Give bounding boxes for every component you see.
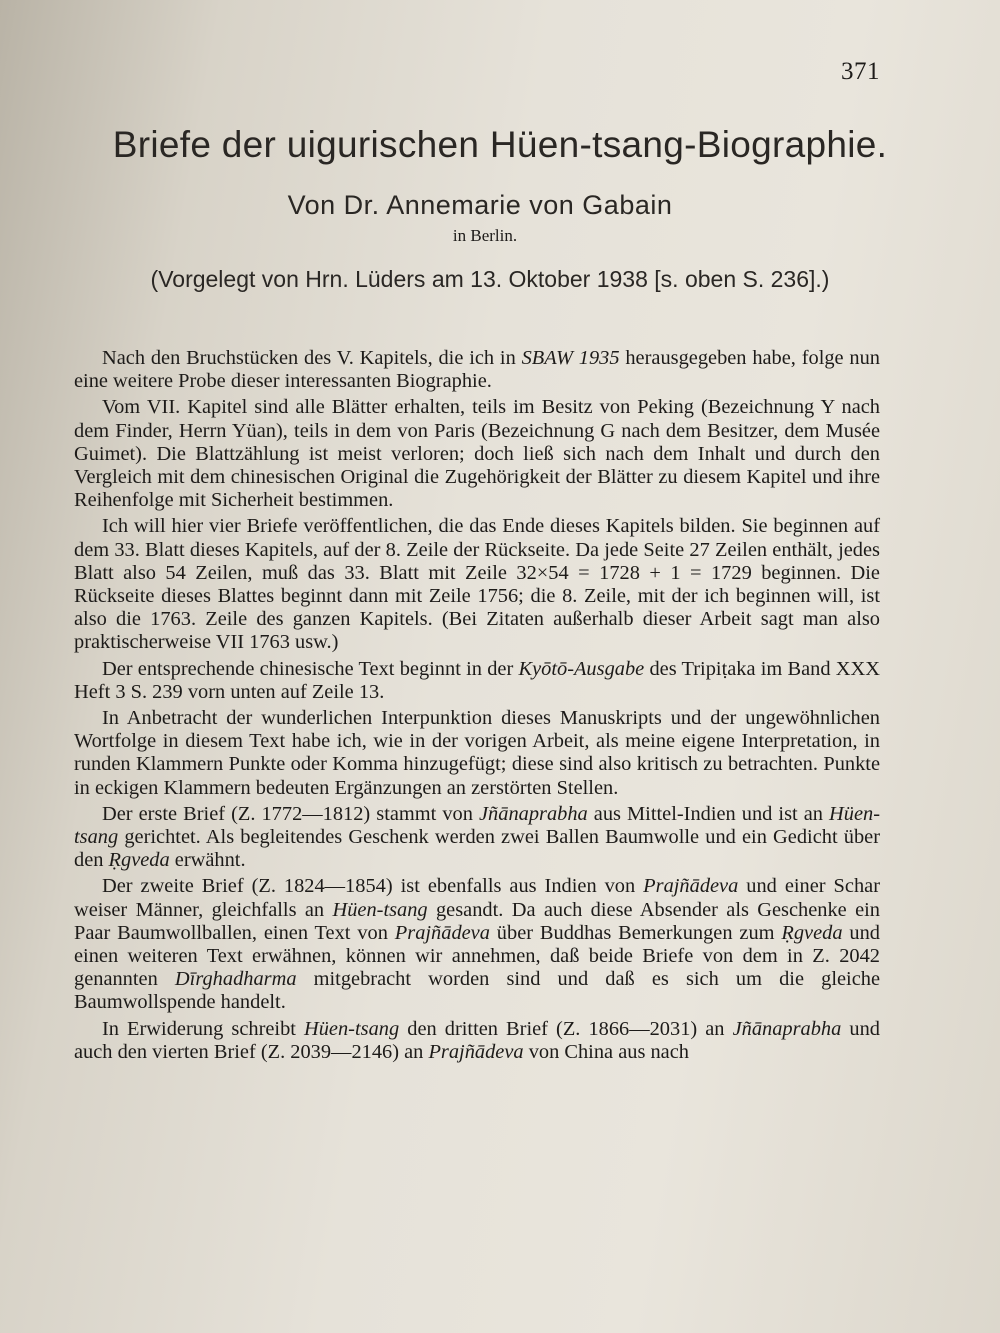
paragraph: Der entsprechende chinesische Text beginnt in der Kyōtō-Ausgabe des Tripiṭaka im Band XXX Heft 3 S. 239 vorn unten auf Zeile 13. bbox=[74, 657, 880, 703]
author-affiliation: in Berlin. bbox=[452, 226, 518, 245]
page-number: 371 bbox=[841, 58, 880, 85]
author-line: Von Dr. Annemarie von Gabain bbox=[287, 190, 673, 220]
paragraph: In Erwiderung schreibt Hüen-tsang den dritten Brief (Z. 1866—2031) an Jñānaprabha und auch den vierten Brief (Z. 2039—2146) an Prajñādeva von China aus nach bbox=[74, 1017, 880, 1063]
paragraph: Der erste Brief (Z. 1772—1812) stammt von Jñānaprabha aus Mittel-Indien und ist an Hüen-tsang gerichtet. Als begleitendes Geschenk werden zwei Ballen Baumwolle und ein Gedicht über den Ṛgveda erwähnt. bbox=[74, 802, 880, 872]
paragraph: Ich will hier vier Briefe veröffentlichen, die das Ende dieses Kapitels bilden. Sie beginnen auf dem 33. Blatt dieses Kapitels, auf der 8. Zeile der Rückseite. Da jede Seite 27 Zeilen enthält, jedes Blatt also 54 Zeilen, muß das 33. Blatt mit Zeile 32×54 = 1728 + 1 = 1729 beginnen. Die Rückseite dieses Blattes beginnt dann mit Zeile 1756; die 8. Zeile, mit der ich beginnen will, ist also die 1763. Zeile des ganzen Kapitels. (Bei Zitaten außerhalb dieser Arbeit sagt man also praktischerweise VII 1763 usw.) bbox=[74, 515, 880, 654]
paragraph: Vom VII. Kapitel sind alle Blätter erhalten, teils im Besitz von Peking (Bezeichnung Y nach dem Finder, Herrn Yüan), teils in dem von Paris (Bezeichnung G nach dem Besitzer, dem Musée Guimet). Die Blattzählung ist meist verloren; doch ließ sich nach dem Inhalt und durch den Vergleich mit dem chinesischen Original die Zugehörigkeit der Blätter zu diesem Kapitel und ihre Reihenfolge mit Sicherheit bestimmen. bbox=[74, 396, 880, 512]
article-title: Briefe der uigurischen Hüen-tsang-Biographie. bbox=[112, 124, 888, 165]
presented-note: (Vorgelegt von Hrn. Lüders am 13. Oktober 1938 [s. oben S. 236].) bbox=[150, 266, 830, 292]
paragraph: Nach den Bruchstücken des V. Kapitels, die ich in SBAW 1935 herausgegeben habe, folge nun eine weitere Probe dieser interessanten Biographie. bbox=[74, 347, 881, 393]
article-body bbox=[74, 347, 880, 1067]
paragraph: Der zweite Brief (Z. 1824—1854) ist ebenfalls aus Indien von Prajñādeva und einer Schar weiser Männer, gleichfalls an Hüen-tsang gesandt. Da auch diese Absender als Geschenke ein Paar Baumwollballen, einen Text von Prajñādeva über Buddhas Bemerkungen zum Ṛgveda und einen weiteren Text erwähnen, können wir annehmen, daß beide Briefe von dem in Z. 2042 genannten Dīrghadharma mitgebracht worden sind und daß es sich um die gleiche Baumwollspende handelt. bbox=[74, 875, 881, 1014]
paragraph: In Anbetracht der wunderlichen Interpunktion dieses Manuskripts und der ungewöhnlichen Wortfolge in diesem Text habe ich, wie in der vorigen Arbeit, als meine eigene Interpretation, in runden Klammern Punkte oder Komma hinzugefügt; diese sind also kritisch zu betrachten. Punkte in eckigen Klammern bedeuten Ergänzungen an zerstörten Stellen. bbox=[74, 707, 880, 799]
